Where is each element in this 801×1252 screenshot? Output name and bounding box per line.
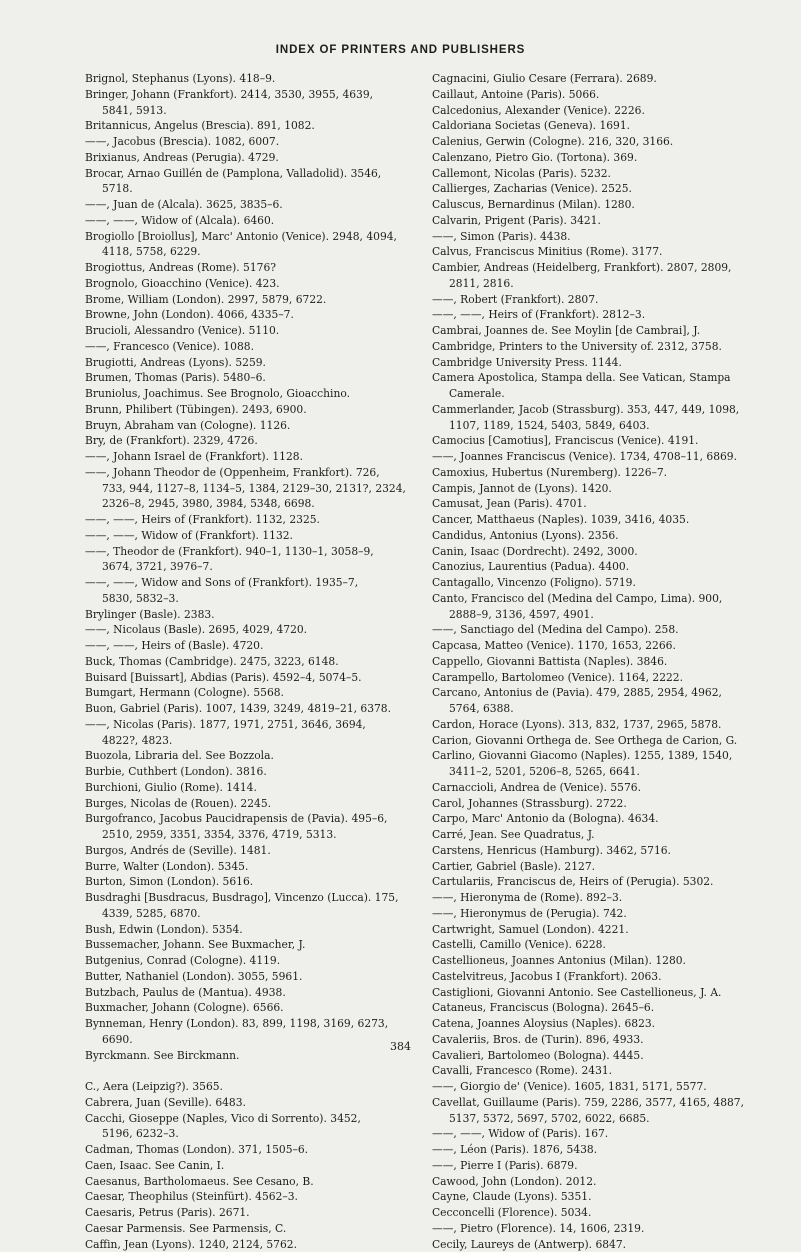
- entry-line: Britannicus, Angelus (Brescia). 891, 1082.: [85, 119, 315, 132]
- index-entry: [85, 1111, 435, 1143]
- entry-line: Brogiollo [Broiollus], Marc' Antonio (Venice). 2948, 4094,: [85, 230, 397, 243]
- index-entry: [432, 654, 782, 670]
- entry-line: Castiglioni, Giovanni Antonio. See Castellioneus, J. A.: [432, 986, 721, 999]
- entry-line: Cavellat, Guillaume (Paris). 759, 2286, 3577, 4165, 4887,: [432, 1096, 744, 1109]
- entry-line: Bruyn, Abraham van (Cologne). 1126.: [85, 419, 290, 432]
- entry-line: Brugiotti, Andreas (Lyons). 5259.: [85, 356, 266, 369]
- index-entry: [85, 433, 435, 449]
- index-entry: [432, 496, 782, 512]
- index-entry: [85, 402, 435, 418]
- index-entry: [85, 575, 435, 607]
- index-entry: [432, 370, 782, 402]
- entry-continuation: Camerale.: [432, 386, 782, 402]
- entry-line: ——, Theodor de (Frankfort). 940–1, 1130–1, 3058–9,: [85, 545, 374, 558]
- entry-line: ——, Hieronyma de (Rome). 892–3.: [432, 891, 622, 904]
- index-entry: [432, 1221, 782, 1237]
- entry-line: Brunn, Philibert (Tübingen). 2493, 6900.: [85, 403, 307, 416]
- index-entry: [85, 1000, 435, 1016]
- entry-line: Brignol, Stephanus (Lyons). 418–9.: [85, 72, 275, 85]
- entry-line: Carion, Giovanni Orthega de. See Orthega de Carion, G.: [432, 734, 737, 747]
- entry-line: Cavaleriis, Bros. de (Turin). 896, 4933.: [432, 1033, 644, 1046]
- entry-line: ——, Johann Theodor de (Oppenheim, Frankfort). 726,: [85, 466, 380, 479]
- index-entry: [85, 890, 435, 922]
- index-entry: [432, 1237, 782, 1252]
- entry-line: ——, Pierre I (Paris). 6879.: [432, 1159, 578, 1172]
- index-entry: [432, 87, 782, 103]
- entry-line: Cambridge, Printers to the University of. 2312, 3758.: [432, 340, 722, 353]
- entry-line: Buozola, Libraria del. See Bozzola.: [85, 749, 274, 762]
- index-entry: [432, 575, 782, 591]
- index-entry: [85, 843, 435, 859]
- entry-line: ——, ——, Widow of (Frankfort). 1132.: [85, 529, 293, 542]
- index-entry: [432, 150, 782, 166]
- entry-line: Cagnacini, Giulio Cesare (Ferrara). 2689.: [432, 72, 657, 85]
- index-entry: [432, 244, 782, 260]
- index-entry: [85, 1205, 435, 1221]
- entry-continuation: 1107, 1189, 1524, 5403, 5849, 6403.: [432, 418, 782, 434]
- index-entry: [85, 748, 435, 764]
- entry-line: Capcasa, Matteo (Venice). 1170, 1653, 2266.: [432, 639, 676, 652]
- entry-line: Burton, Simon (London). 5616.: [85, 875, 253, 888]
- entry-line: Calvarin, Prigent (Paris). 3421.: [432, 214, 601, 227]
- entry-line: ——, Joannes Franciscus (Venice). 1734, 4708–11, 6869.: [432, 450, 737, 463]
- index-entry: [432, 1063, 782, 1079]
- entry-line: Cartier, Gabriel (Basle). 2127.: [432, 860, 595, 873]
- index-entry: [85, 418, 435, 434]
- entry-line: Butzbach, Paulus de (Mantua). 4938.: [85, 986, 286, 999]
- entry-line: C., Aera (Leipzig?). 3565.: [85, 1080, 223, 1093]
- left-index-column: [85, 71, 435, 1252]
- index-entry: [432, 922, 782, 938]
- index-entry: [432, 1016, 782, 1032]
- index-entry: [85, 1142, 435, 1158]
- index-entry: [85, 654, 435, 670]
- entry-line: Busdraghi [Busdracus, Busdrago], Vincenzo (Lucca). 175,: [85, 891, 398, 904]
- index-entry: [85, 276, 435, 292]
- index-entry: [85, 811, 435, 843]
- index-entry: [432, 1158, 782, 1174]
- entry-line: Bussemacher, Johann. See Buxmacher, J.: [85, 938, 305, 951]
- index-entry: [432, 323, 782, 339]
- entry-line: Canto, Francisco del (Medina del Campo, Lima). 900,: [432, 592, 722, 605]
- index-entry: [432, 670, 782, 686]
- index-entry: [85, 370, 435, 386]
- entry-line: Burgofranco, Jacobus Paucidrapensis de (Pavia). 495–6,: [85, 812, 387, 825]
- index-entry: [432, 71, 782, 87]
- entry-line: Bruniolus, Joachimus. See Brognolo, Gioacchino.: [85, 387, 350, 400]
- entry-line: Burre, Walter (London). 5345.: [85, 860, 248, 873]
- entry-line: Catena, Joannes Aloysius (Naples). 6823.: [432, 1017, 655, 1030]
- entry-line: Carnaccioli, Andrea de (Venice). 5576.: [432, 781, 641, 794]
- entry-line: Bry, de (Frankfort). 2329, 4726.: [85, 434, 258, 447]
- page-title: INDEX OF PRINTERS AND PUBLISHERS: [0, 44, 801, 56]
- entry-line: Cammerlander, Jacob (Strassburg). 353, 447, 449, 1098,: [432, 403, 739, 416]
- index-entry: [432, 1189, 782, 1205]
- entry-line: ——, ——, Heirs of (Frankfort). 2812–3.: [432, 308, 645, 321]
- index-entry: [432, 748, 782, 780]
- entry-line: Cappello, Giovanni Battista (Naples). 3846.: [432, 655, 667, 668]
- entry-line: ——, Johann Israel de (Frankfort). 1128.: [85, 450, 303, 463]
- entry-line: Carampello, Bartolomeo (Venice). 1164, 2222.: [432, 671, 683, 684]
- entry-line: Carlino, Giovanni Giacomo (Naples). 1255, 1389, 1540,: [432, 749, 732, 762]
- index-entry: [85, 339, 435, 355]
- entry-line: Buisard [Buissart], Abdias (Paris). 4592–4, 5074–5.: [85, 671, 362, 684]
- entry-line: Buxmacher, Johann (Cologne). 6566.: [85, 1001, 284, 1014]
- index-entry: [432, 307, 782, 323]
- index-entry: [85, 118, 435, 134]
- entry-line: ——, Sanctiago del (Medina del Campo). 258.: [432, 623, 679, 636]
- index-entry: [432, 481, 782, 497]
- entry-line: Cecconcelli (Florence). 5034.: [432, 1206, 591, 1219]
- entry-line: Canin, Isaac (Dordrecht). 2492, 3000.: [432, 545, 638, 558]
- entry-continuation: 5196, 6232–3.: [85, 1126, 435, 1142]
- index-entry: [432, 1000, 782, 1016]
- index-entry: [85, 922, 435, 938]
- entry-line: ——, ——, Widow of (Paris). 167.: [432, 1127, 608, 1140]
- entry-line: Cayne, Claude (Lyons). 5351.: [432, 1190, 591, 1203]
- index-entry: [432, 780, 782, 796]
- entry-line: ——, Francesco (Venice). 1088.: [85, 340, 254, 353]
- entry-line: Buon, Gabriel (Paris). 1007, 1439, 3249, 4819–21, 6378.: [85, 702, 391, 715]
- index-entry: [85, 386, 435, 402]
- index-entry: [85, 197, 435, 213]
- entry-line: Butgenius, Conrad (Cologne). 4119.: [85, 954, 280, 967]
- index-entry: [432, 890, 782, 906]
- entry-line: Brylinger (Basle). 2383.: [85, 608, 215, 621]
- index-entry: [432, 118, 782, 134]
- entry-line: Caillaut, Antoine (Paris). 5066.: [432, 88, 599, 101]
- entry-continuation: 3674, 3721, 3976–7.: [85, 559, 435, 575]
- entry-line: Caluscus, Bernardinus (Milan). 1280.: [432, 198, 635, 211]
- index-entry: [432, 449, 782, 465]
- entry-line: Calenius, Gerwin (Cologne). 216, 320, 3166.: [432, 135, 673, 148]
- entry-line: Burbie, Cuthbert (London). 3816.: [85, 765, 267, 778]
- index-entry: [432, 796, 782, 812]
- index-entry: [85, 859, 435, 875]
- entry-continuation: 3411–2, 5201, 5206–8, 5265, 6641.: [432, 764, 782, 780]
- entry-line: Camusat, Jean (Paris). 4701.: [432, 497, 587, 510]
- entry-line: Byrckmann. See Birckmann.: [85, 1049, 239, 1062]
- entry-line: Castellioneus, Joannes Antonius (Milan). 1280.: [432, 954, 686, 967]
- entry-line: Canozius, Laurentius (Padua). 4400.: [432, 560, 629, 573]
- index-entry: [85, 607, 435, 623]
- entry-line: ——, Jacobus (Brescia). 1082, 6007.: [85, 135, 279, 148]
- entry-continuation: 2811, 2816.: [432, 276, 782, 292]
- entry-line: ——, Hieronymus de (Perugia). 742.: [432, 907, 627, 920]
- entry-line: Buck, Thomas (Cambridge). 2475, 3223, 6148.: [85, 655, 339, 668]
- index-entry: [85, 953, 435, 969]
- entry-line: Brucioli, Alessandro (Venice). 5110.: [85, 324, 279, 337]
- index-entry: [432, 260, 782, 292]
- index-entry: [432, 843, 782, 859]
- index-entry: [85, 717, 435, 749]
- entry-line: Cartulariis, Franciscus de, Heirs of (Perugia). 5302.: [432, 875, 713, 888]
- entry-line: Calcedonius, Alexander (Venice). 2226.: [432, 104, 645, 117]
- index-entry: [432, 1126, 782, 1142]
- index-entry: [85, 1189, 435, 1205]
- entry-line: Calvus, Franciscus Minitius (Rome). 3177.: [432, 245, 662, 258]
- index-entry: [432, 811, 782, 827]
- index-entry: [432, 103, 782, 119]
- page-number: 384: [0, 1040, 801, 1053]
- index-entry: [85, 150, 435, 166]
- index-entry: [85, 134, 435, 150]
- entry-line: Caldoriana Societas (Geneva). 1691.: [432, 119, 630, 132]
- index-entry: [85, 465, 435, 512]
- entry-line: Burgos, Andrés de (Seville). 1481.: [85, 844, 271, 857]
- entry-line: ——, ——, Heirs of (Basle). 4720.: [85, 639, 263, 652]
- entry-line: Caen, Isaac. See Canin, I.: [85, 1159, 224, 1172]
- index-entry: [85, 969, 435, 985]
- entry-line: Brumen, Thomas (Paris). 5480–6.: [85, 371, 266, 384]
- index-entry: [432, 1095, 782, 1127]
- index-entry: [432, 197, 782, 213]
- entry-line: Cavalli, Francesco (Rome). 2431.: [432, 1064, 612, 1077]
- index-entry: [432, 717, 782, 733]
- index-entry: [432, 181, 782, 197]
- index-entry: [85, 796, 435, 812]
- index-entry: [432, 1079, 782, 1095]
- index-entry: [432, 512, 782, 528]
- entry-line: Cawood, John (London). 2012.: [432, 1175, 596, 1188]
- index-entry: [432, 859, 782, 875]
- index-entry: [85, 544, 435, 576]
- entry-line: Brome, William (London). 2997, 5879, 6722.: [85, 293, 326, 306]
- index-entry: [85, 874, 435, 890]
- entry-line: Carol, Johannes (Strassburg). 2722.: [432, 797, 627, 810]
- index-entry: [85, 1221, 435, 1237]
- entry-line: ——, ——, Widow of (Alcala). 6460.: [85, 214, 274, 227]
- right-index-column: [432, 71, 782, 1252]
- index-entry: [432, 528, 782, 544]
- index-entry: [85, 1174, 435, 1190]
- entry-line: Brognolo, Gioacchino (Venice). 423.: [85, 277, 280, 290]
- entry-line: Cancer, Matthaeus (Naples). 1039, 3416, 4035.: [432, 513, 689, 526]
- index-entry: [432, 591, 782, 623]
- index-entry: [432, 134, 782, 150]
- entry-line: Cambrai, Joannes de. See Moylin [de Cambrai], J.: [432, 324, 700, 337]
- entry-line: Bush, Edwin (London). 5354.: [85, 923, 243, 936]
- index-entry: [432, 355, 782, 371]
- entry-line: ——, Giorgio de' (Venice). 1605, 1831, 5171, 5577.: [432, 1080, 707, 1093]
- entry-line: Caesaris, Petrus (Paris). 2671.: [85, 1206, 250, 1219]
- index-entry: [432, 1205, 782, 1221]
- index-entry: [432, 685, 782, 717]
- index-entry: [85, 622, 435, 638]
- section-gap: [85, 1063, 435, 1079]
- entry-line: Bringer, Johann (Frankfort). 2414, 3530, 3955, 4639,: [85, 88, 373, 101]
- entry-continuation: 4118, 5758, 6229.: [85, 244, 435, 260]
- index-entry: [85, 355, 435, 371]
- index-entry: [432, 622, 782, 638]
- index-entry: [432, 937, 782, 953]
- entry-line: ——, ——, Widow and Sons of (Frankfort). 1935–7,: [85, 576, 358, 589]
- entry-line: Carcano, Antonius de (Pavia). 479, 2885, 2954, 4962,: [432, 686, 722, 699]
- entry-line: Cambier, Andreas (Heidelberg, Frankfort). 2807, 2809,: [432, 261, 731, 274]
- entry-line: Caesar, Theophilus (Steinfürt). 4562–3.: [85, 1190, 298, 1203]
- index-entry: [85, 937, 435, 953]
- entry-line: Cardon, Horace (Lyons). 313, 832, 1737, 2965, 5878.: [432, 718, 721, 731]
- entry-line: Callierges, Zacharias (Venice). 2525.: [432, 182, 632, 195]
- entry-line: ——, ——, Heirs of (Frankfort). 1132, 2325.: [85, 513, 320, 526]
- index-entry: [432, 559, 782, 575]
- index-entry: [432, 213, 782, 229]
- entry-line: Cecily, Laureys de (Antwerp). 6847.: [432, 1238, 626, 1251]
- index-entry: [85, 985, 435, 1001]
- index-entry: [432, 229, 782, 245]
- entry-line: Camoxius, Hubertus (Nuremberg). 1226–7.: [432, 466, 667, 479]
- entry-line: Camera Apostolica, Stampa della. See Vatican, Stampa: [432, 371, 731, 384]
- entry-line: ——, Nicolaus (Basle). 2695, 4029, 4720.: [85, 623, 307, 636]
- entry-line: Cambridge University Press. 1144.: [432, 356, 622, 369]
- index-entry: [85, 213, 435, 229]
- index-entry: [85, 1237, 435, 1252]
- entry-line: Caffin, Jean (Lyons). 1240, 2124, 5762.: [85, 1238, 297, 1251]
- entry-line: Brocar, Arnao Guillén de (Pamplona, Valladolid). 3546,: [85, 167, 381, 180]
- index-entry: [85, 1095, 435, 1111]
- index-entry: [85, 323, 435, 339]
- entry-continuation: 5137, 5372, 5697, 5702, 6022, 6685.: [432, 1111, 782, 1127]
- index-entry: [85, 1079, 435, 1095]
- entry-continuation: 2326–8, 2945, 3980, 3984, 5348, 6698.: [85, 496, 435, 512]
- entry-line: ——, Pietro (Florence). 14, 1606, 2319.: [432, 1222, 644, 1235]
- index-entry: [432, 985, 782, 1001]
- entry-line: ——, Léon (Paris). 1876, 5438.: [432, 1143, 597, 1156]
- index-entry: [85, 260, 435, 276]
- index-entry: [85, 87, 435, 119]
- entry-continuation: 2888–9, 3136, 4597, 4901.: [432, 607, 782, 623]
- entry-continuation: 4339, 5285, 6870.: [85, 906, 435, 922]
- entry-line: Cabrera, Juan (Seville). 6483.: [85, 1096, 246, 1109]
- index-entry: [85, 685, 435, 701]
- entry-line: Burchioni, Giulio (Rome). 1414.: [85, 781, 257, 794]
- entry-line: Browne, John (London). 4066, 4335–7.: [85, 308, 294, 321]
- entry-line: Bynneman, Henry (London). 83, 899, 1198, 3169, 6273,: [85, 1017, 388, 1030]
- index-entry: [85, 307, 435, 323]
- entry-line: Camocius [Camotius], Franciscus (Venice). 4191.: [432, 434, 698, 447]
- index-entry: [85, 780, 435, 796]
- entry-line: Cavalieri, Bartolomeo (Bologna). 4445.: [432, 1049, 644, 1062]
- entry-line: Candidus, Antonius (Lyons). 2356.: [432, 529, 619, 542]
- entry-line: Calenzano, Pietro Gio. (Tortona). 369.: [432, 151, 637, 164]
- index-entry: [85, 449, 435, 465]
- index-entry: [85, 292, 435, 308]
- entry-line: ——, Simon (Paris). 4438.: [432, 230, 571, 243]
- entry-line: Callemont, Nicolas (Paris). 5232.: [432, 167, 611, 180]
- entry-continuation: 6690.: [85, 1032, 435, 1048]
- index-entry: [432, 1174, 782, 1190]
- entry-line: Cataneus, Franciscus (Bologna). 2645–6.: [432, 1001, 654, 1014]
- index-entry: [432, 166, 782, 182]
- index-entry: [85, 528, 435, 544]
- entry-line: Carpo, Marc' Antonio da (Bologna). 4634.: [432, 812, 659, 825]
- entry-line: Brixianus, Andreas (Perugia). 4729.: [85, 151, 279, 164]
- index-entry: [432, 402, 782, 434]
- entry-line: Bumgart, Hermann (Cologne). 5568.: [85, 686, 284, 699]
- index-entry: [432, 433, 782, 449]
- index-entry: [85, 764, 435, 780]
- index-entry: [432, 465, 782, 481]
- entry-line: Caesanus, Bartholomaeus. See Cesano, B.: [85, 1175, 314, 1188]
- entry-line: Cantagallo, Vincenzo (Foligno). 5719.: [432, 576, 636, 589]
- index-entry: [85, 512, 435, 528]
- entry-continuation: 733, 944, 1127–8, 1134–5, 1384, 2129–30, 2131?, 2324,: [85, 481, 435, 497]
- index-entry: [432, 544, 782, 560]
- entry-line: Campis, Jannot de (Lyons). 1420.: [432, 482, 612, 495]
- index-entry: [432, 906, 782, 922]
- entry-line: Cartwright, Samuel (London). 4221.: [432, 923, 629, 936]
- entry-continuation: 5841, 5913.: [85, 103, 435, 119]
- entry-line: Castelli, Camillo (Venice). 6228.: [432, 938, 606, 951]
- index-entry: [85, 166, 435, 198]
- entry-line: Burges, Nicolas de (Rouen). 2245.: [85, 797, 271, 810]
- entry-line: Castelvitreus, Jacobus I (Frankfort). 2063.: [432, 970, 662, 983]
- index-entry: [432, 292, 782, 308]
- entry-continuation: 5830, 5832–3.: [85, 591, 435, 607]
- index-entry: [85, 71, 435, 87]
- entry-line: ——, Nicolas (Paris). 1877, 1971, 2751, 3646, 3694,: [85, 718, 366, 731]
- entry-line: Carré, Jean. See Quadratus, J.: [432, 828, 595, 841]
- entry-line: Brogiottus, Andreas (Rome). 5176?: [85, 261, 276, 274]
- entry-line: Carstens, Henricus (Hamburg). 3462, 5716.: [432, 844, 671, 857]
- index-entry: [432, 339, 782, 355]
- entry-continuation: 5764, 6388.: [432, 701, 782, 717]
- entry-line: Cacchi, Gioseppe (Naples, Vico di Sorrento). 3452,: [85, 1112, 361, 1125]
- index-entry: [85, 670, 435, 686]
- index-entry: [85, 638, 435, 654]
- index-entry: [85, 1158, 435, 1174]
- entry-continuation: 2510, 2959, 3351, 3354, 3376, 4719, 5313.: [85, 827, 435, 843]
- index-entry: [432, 969, 782, 985]
- entry-line: Cadman, Thomas (London). 371, 1505–6.: [85, 1143, 308, 1156]
- index-entry: [85, 229, 435, 261]
- entry-continuation: 4822?, 4823.: [85, 733, 435, 749]
- entry-line: ——, Robert (Frankfort). 2807.: [432, 293, 598, 306]
- index-entry: [432, 638, 782, 654]
- index-entry: [432, 1142, 782, 1158]
- index-entry: [432, 827, 782, 843]
- entry-line: Butter, Nathaniel (London). 3055, 5961.: [85, 970, 302, 983]
- entry-line: Caesar Parmensis. See Parmensis, C.: [85, 1222, 286, 1235]
- index-entry: [85, 701, 435, 717]
- index-entry: [432, 953, 782, 969]
- entry-line: ——, Juan de (Alcala). 3625, 3835–6.: [85, 198, 283, 211]
- index-entry: [432, 733, 782, 749]
- index-entry: [432, 874, 782, 890]
- entry-continuation: 5718.: [85, 181, 435, 197]
